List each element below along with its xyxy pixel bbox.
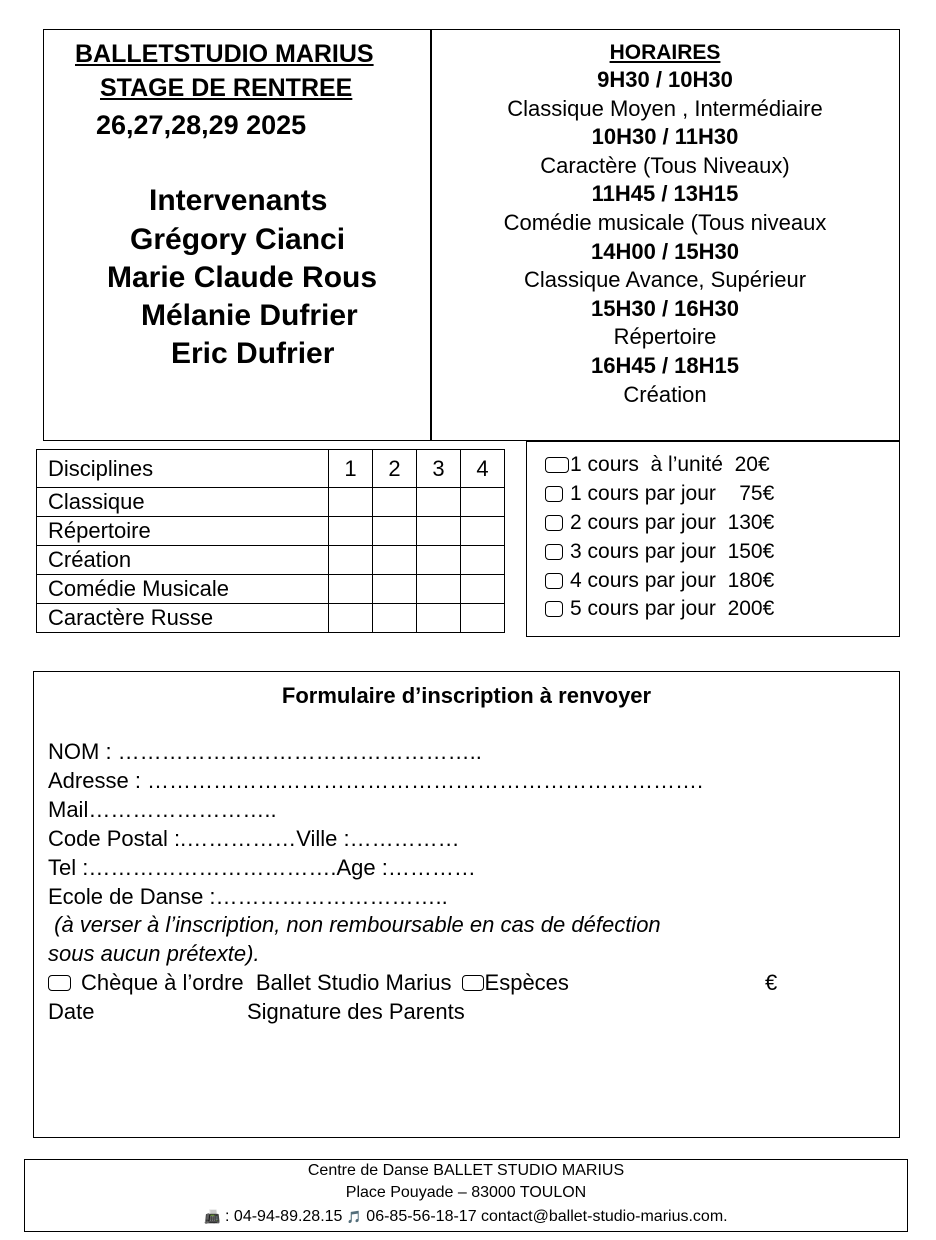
discipline-cell[interactable] — [373, 488, 417, 517]
slot-course: Répertoire — [613, 324, 717, 350]
discipline-cell[interactable] — [461, 517, 505, 546]
discipline-cell[interactable] — [329, 575, 373, 604]
tarif-option[interactable] — [545, 569, 774, 593]
discipline-cell[interactable] — [417, 517, 461, 546]
mail-field[interactable]: Mail…………………….. — [48, 797, 277, 822]
fax-icon: 📠 — [204, 1209, 221, 1224]
discipline-cell[interactable] — [417, 546, 461, 575]
checkbox[interactable] — [545, 544, 563, 560]
slot-time: 16H45 / 18H15 — [591, 352, 739, 378]
column-header: 3 — [417, 450, 461, 488]
footer-name: Centre de Danse BALLET STUDIO MARIUS — [307, 1162, 625, 1179]
tarif-option[interactable] — [545, 511, 774, 535]
tel-field[interactable]: Tel :…………………………….Age :………… — [48, 855, 476, 880]
footer-mobile-email[interactable]: 06-85-56-18-17 contact@ballet-studio-marius.com. — [361, 1208, 728, 1225]
discipline-name: Classique — [37, 488, 329, 517]
horaires-title: HORAIRES — [609, 41, 721, 64]
column-header: 1 — [329, 450, 373, 488]
discipline-cell[interactable] — [461, 546, 505, 575]
checkbox[interactable] — [545, 573, 563, 589]
especes-checkbox[interactable] — [462, 975, 484, 991]
table-row — [37, 546, 505, 575]
discipline-cell[interactable] — [373, 546, 417, 575]
tarif-label: 2 cours par jour 130€ — [570, 511, 775, 534]
checkbox[interactable] — [545, 457, 569, 473]
table-row — [37, 575, 505, 604]
tarif-label: 1 cours par jour 75€ — [570, 482, 775, 505]
checkbox[interactable] — [545, 486, 563, 502]
table-header-row — [37, 450, 505, 488]
discipline-cell[interactable] — [373, 517, 417, 546]
slot-course: Classique Moyen , Intermédiaire — [507, 95, 823, 121]
tarif-label: 4 cours par jour 180€ — [570, 569, 775, 592]
signature-label: Signature des Parents — [247, 999, 465, 1024]
slot-time: 11H45 / 13H15 — [591, 181, 739, 207]
tarif-label: 1 cours à l’unité 20€ — [570, 453, 770, 476]
slot-course: Création — [623, 381, 707, 407]
disciplines-header: Disciplines — [37, 450, 329, 488]
tarif-label: 3 cours par jour 150€ — [570, 540, 775, 563]
discipline-name: Caractère Russe — [37, 604, 329, 633]
discipline-name: Répertoire — [37, 517, 329, 546]
payment-options — [48, 970, 569, 996]
disciplines-table — [36, 449, 505, 633]
discipline-cell[interactable] — [373, 604, 417, 633]
discipline-cell[interactable] — [461, 604, 505, 633]
horaires-list — [431, 40, 899, 409]
intervenant-3: Mélanie Dufrier — [141, 299, 358, 332]
column-header: 2 — [373, 450, 417, 488]
slot-course: Caractère (Tous Niveaux) — [540, 152, 790, 178]
table-row — [37, 488, 505, 517]
column-header: 4 — [461, 450, 505, 488]
slot-time: 10H30 / 11H30 — [591, 124, 739, 150]
stage-title: STAGE DE RENTREE — [100, 74, 353, 102]
date-label: Date — [48, 999, 95, 1024]
discipline-cell[interactable] — [461, 488, 505, 517]
payment-note: (à verser à l’inscription, non remboursable en cas de défection — [48, 912, 661, 937]
ecole-field[interactable]: Ecole de Danse :………………………….. — [48, 884, 448, 909]
intervenants-title: Intervenants — [149, 184, 328, 217]
discipline-cell[interactable] — [329, 604, 373, 633]
footer-phone[interactable]: : 04-94-89.28.15 — [220, 1208, 347, 1225]
discipline-cell[interactable] — [329, 517, 373, 546]
checkbox[interactable] — [545, 601, 563, 617]
discipline-cell[interactable] — [417, 575, 461, 604]
checkbox[interactable] — [545, 515, 563, 531]
table-row — [37, 604, 505, 633]
slot-course: Classique Avance, Supérieur — [523, 267, 807, 293]
intervenant-2: Marie Claude Rous — [107, 261, 378, 294]
tarif-option[interactable] — [545, 453, 770, 477]
discipline-cell[interactable] — [373, 575, 417, 604]
footer-contact — [24, 1208, 908, 1226]
tarif-option[interactable] — [545, 540, 774, 564]
tarif-option[interactable] — [545, 597, 774, 621]
discipline-cell[interactable] — [329, 546, 373, 575]
discipline-cell[interactable] — [329, 488, 373, 517]
payment-note-cont: sous aucun prétexte). — [48, 941, 260, 966]
slot-course: Comédie musicale (Tous niveaux — [503, 209, 827, 235]
adresse-field[interactable]: Adresse : …………………………………………………………………. — [48, 768, 704, 793]
slot-time: 9H30 / 10H30 — [597, 67, 733, 92]
cheque-label: Chèque à l’ordre Ballet Studio Marius — [81, 970, 452, 995]
tarif-label: 5 cours par jour 200€ — [570, 597, 775, 620]
intervenant-1: Grégory Cianci — [130, 223, 346, 256]
slot-time: 15H30 / 16H30 — [591, 295, 739, 321]
euro-sign: € — [765, 970, 778, 995]
phone-icon: 🎵 — [346, 1210, 362, 1224]
slot-time: 14H00 / 15H30 — [591, 238, 739, 264]
nom-field[interactable]: NOM : ………………………………………….. — [48, 739, 482, 764]
discipline-name: Comédie Musicale — [37, 575, 329, 604]
discipline-cell[interactable] — [417, 604, 461, 633]
studio-name: BALLETSTUDIO MARIUS — [75, 40, 374, 68]
table-row — [37, 517, 505, 546]
discipline-cell[interactable] — [417, 488, 461, 517]
cheque-checkbox[interactable] — [48, 975, 71, 991]
tarif-option[interactable] — [545, 482, 774, 506]
intervenant-4: Eric Dufrier — [171, 337, 335, 370]
code-postal-field[interactable]: Code Postal :.……………Ville :…………… — [48, 826, 460, 851]
discipline-cell[interactable] — [461, 575, 505, 604]
stage-dates: 26,27,28,29 2025 — [96, 110, 307, 140]
footer-address: Place Pouyade – 83000 TOULON — [345, 1184, 587, 1201]
discipline-name: Création — [37, 546, 329, 575]
form-title: Formulaire d’inscription à renvoyer — [281, 683, 652, 708]
especes-label: Espèces — [484, 970, 569, 995]
